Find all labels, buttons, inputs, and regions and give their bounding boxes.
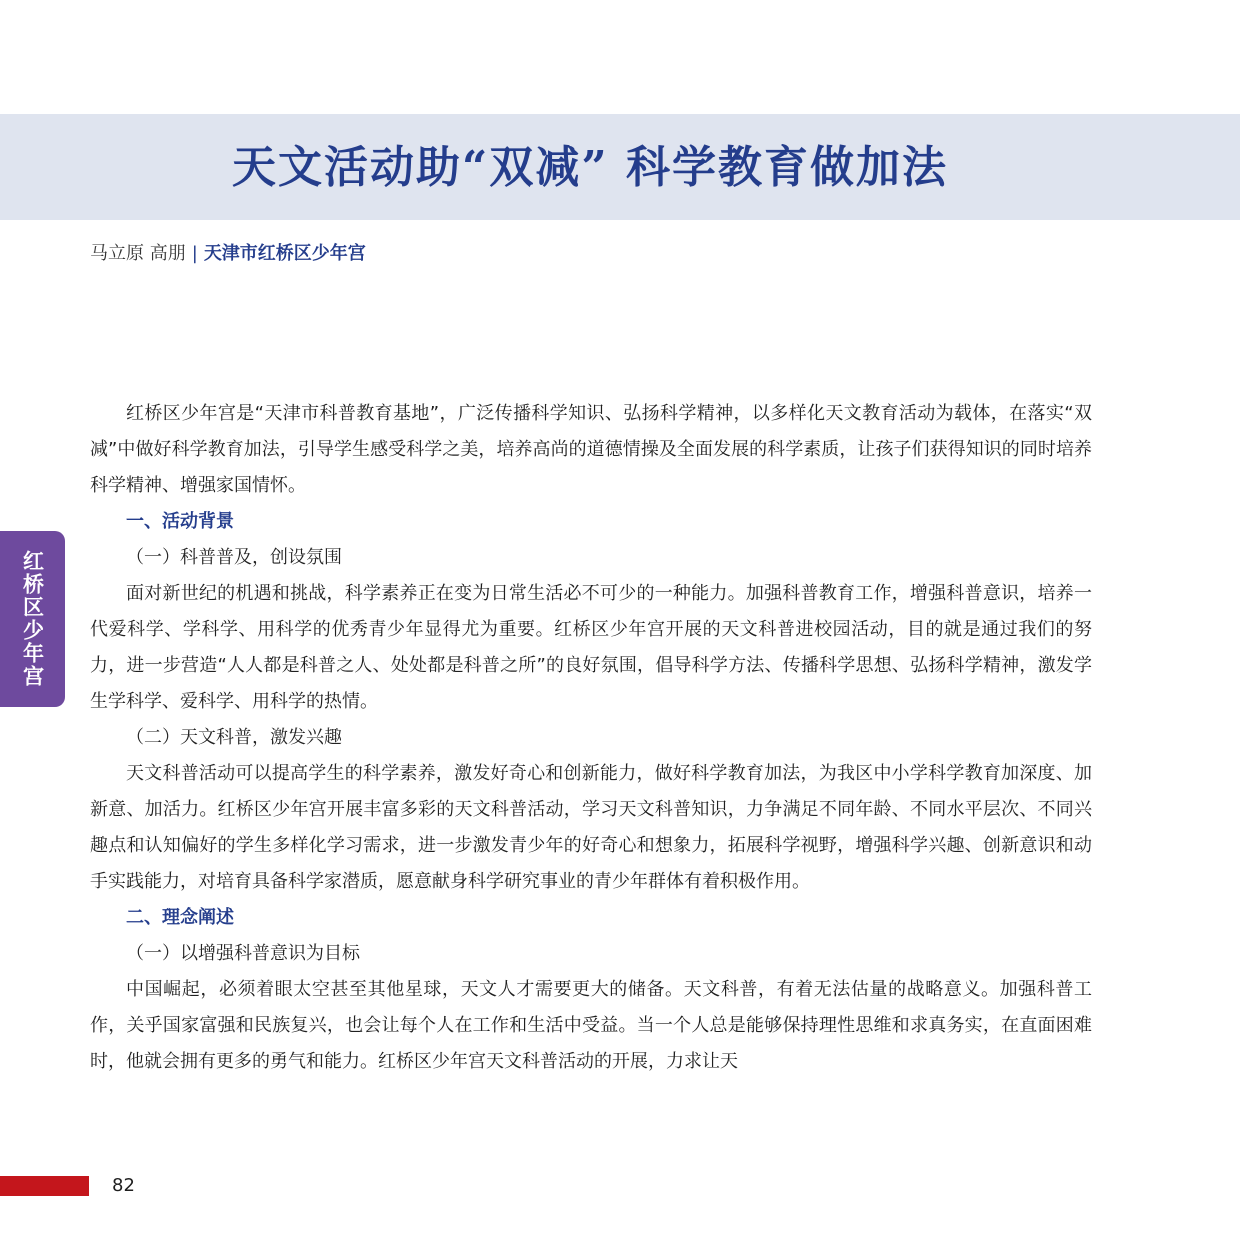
intro-paragraph: 红桥区少年宫是“天津市科普教育基地”，广泛传播科学知识、弘扬科学精神，以多样化天文教育活动为载体，在落实“双减”中做好科学教育加法，引导学生感受科学之美，培养高尚的道德情操及全面发展的科学素质，让孩子们获得知识的同时培养科学精神、增强家国情怀。 [90, 403, 1092, 496]
byline-separator: | [191, 243, 198, 264]
organization: 天津市红桥区少年宫 [203, 243, 366, 264]
subsection-heading: （二）天文科普，激发兴趣 [126, 727, 342, 748]
body-paragraph: 天文科普活动可以提高学生的科学素养，激发好奇心和创新能力，做好科学教育加法，为我区中小学科学教育加深度、加新意、加活力。红桥区少年宫开展丰富多彩的天文科普活动，学习天文科普知识，力争满足不同年龄、不同水平层次、不同兴趣点和认知偏好的学生多样化学习需求，进一步激发青少年的好奇心和想象力，拓展科学视野，增强科学兴趣、创新意识和动手实践能力，对培育具备科学家潜质，愿意献身科学研究事业的青少年群体有着积极作用。 [90, 763, 1092, 892]
side-tab-label: 红桥区少年宫 [20, 550, 45, 688]
section-side-tab [0, 531, 65, 707]
page-title: 天文活动助“双减” 科学教育做加法 [232, 142, 948, 193]
subsection-heading: （一）以增强科普意识为目标 [126, 943, 360, 964]
page-number: 82 [112, 1175, 135, 1196]
byline [90, 240, 366, 268]
footer-accent-bar [0, 1176, 89, 1196]
authors: 马立原 高朋 [90, 243, 186, 264]
body-paragraph: 面对新世纪的机遇和挑战，科学素养正在变为日常生活必不可少的一种能力。加强科普教育工作，增强科普意识，培养一代爱科学、学科学、用科学的优秀青少年显得尤为重要。红桥区少年宫开展的天文科普进校园活动，目的就是通过我们的努力，进一步营造“人人都是科普之人、处处都是科普之所”的良好氛围，倡导科学方法、传播科学思想、弘扬科学精神，激发学生学科学、爱科学、用科学的热情。 [90, 583, 1092, 712]
section-heading: 一、活动背景 [126, 511, 234, 532]
article-body [90, 396, 1092, 1080]
body-paragraph: 中国崛起，必须着眼太空甚至其他星球，天文人才需要更大的储备。天文科普，有着无法估量的战略意义。加强科普工作，关乎国家富强和民族复兴，也会让每个人在工作和生活中受益。当一个人总是能够保持理性思维和求真务实，在直面困难时，他就会拥有更多的勇气和能力。红桥区少年宫天文科普活动的开展，力求让天 [90, 979, 1092, 1072]
section-heading: 二、理念阐述 [126, 907, 234, 928]
subsection-heading: （一）科普普及，创设氛围 [126, 547, 342, 568]
